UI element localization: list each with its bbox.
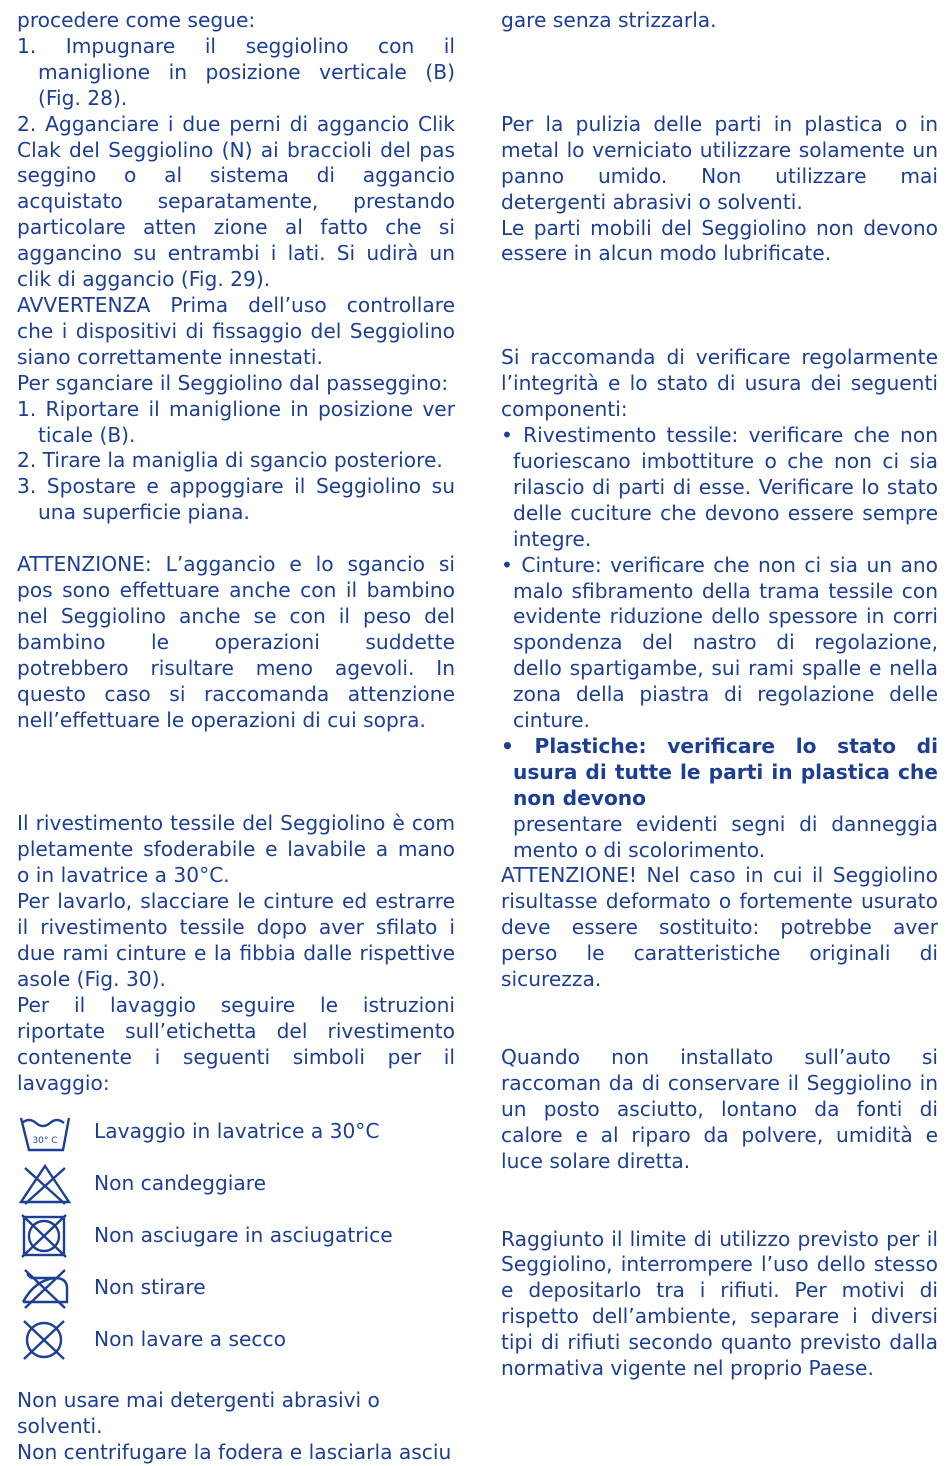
no-iron-icon	[17, 1265, 75, 1311]
no-bleach-label: Non candeggiare	[94, 1171, 267, 1196]
unhook-step-3: 3. Spostare e appoggiare il Seggiolino su una superficie piana.	[17, 474, 455, 525]
no-spin-text: Non centrifugare la fodera e lasciarla asciu	[17, 1440, 452, 1465]
plastic-cleaning-text: Per la pulizia delle parti in plastica o in metal lo verniciato utilizzare solamente un panno umido. Non utilizzare mai detergenti abrasivi o solventi.	[501, 111, 938, 214]
wash-30-label: Lavaggio in lavatrice a 30°C	[94, 1119, 380, 1144]
right-column	[501, 8, 938, 1382]
unhook-step-2: 2. Tirare la maniglia di sgancio posteriore.	[17, 448, 443, 473]
cover-wash-text: Per lavarlo, slacciare le cinture ed estrarre il rivestimento tessile dopo aver sfilato i due rami cinture e la fibbia dalle rispettive asole (Fig. 30).	[17, 889, 455, 991]
warning-text: AVVERTENZA Prima dell’uso controllare che i dispositivi di fissaggio del Seggiolino siano correttamente innestati.	[17, 292, 455, 369]
no-lubricate-text: Le parti mobili del Seggiolino non devono essere in alcun modo lubrificate.	[501, 215, 938, 266]
storage-text: Quando non installato sull’auto si raccoman da di conservare il Seggiolino in un posto asciutto, lontano da fonti di calore e al riparo da polvere, umidità e luce solare diretta.	[501, 1045, 938, 1173]
cover-removable-text: Il rivestimento tessile del Seggiolino è com pletamente sfoderabile e lavabile a mano o in lavatrice a 30°C.	[17, 811, 455, 888]
check-intro-text: Si raccomanda di verificare regolarmente l’integrità e lo stato di usura dei seguenti componenti:	[501, 345, 938, 422]
wash-symbol-row	[17, 1314, 455, 1366]
svg-text:30° C: 30° C	[32, 1136, 58, 1147]
hook-step-2: 2. Agganciare i due perni di aggancio Clik Clak del Seggiolino (N) ai braccioli del pas seggino o al sistema di aggancio acquistato separatamente, prestando particolare atten zione al fatto che si aggancino su entrambi i lati. Si udirà un clik di aggancio (Fig. 29).	[17, 111, 455, 292]
no-bleach-icon	[17, 1161, 75, 1207]
wash-symbol-row	[17, 1262, 455, 1314]
check-belts-item: • Cinture: verificare che non ci sia un ano malo sfibramento della trama tessile con evidente riduzione dello spessore in corri spondenza del nastro di regolazione, dello spartigambe, sui rami spalle e nella zona della piastra di regolazione delle cinture.	[501, 552, 938, 733]
wash-symbols-list	[17, 1106, 455, 1366]
check-plastics-rest: presentare evidenti segni di danneggia mento o di scolorimento.	[513, 811, 938, 862]
check-plastics-item: • Plastiche: verificare lo stato di usura di tutte le parti in plastica che non devono	[501, 733, 938, 810]
continued-text: gare senza strizzarla.	[501, 8, 717, 32]
no-tumble-dry-icon	[17, 1213, 75, 1259]
unhook-intro: Per sganciare il Seggiolino dal passeggino:	[17, 370, 449, 395]
wash-symbol-row	[17, 1106, 455, 1158]
no-tumble-dry-label: Non asciugare in asciugatrice	[94, 1223, 393, 1248]
no-dry-clean-icon	[17, 1317, 75, 1363]
disposal-text: Raggiunto il limite di utilizzo previsto per il Seggiolino, interrompere l’uso dello stesso e depositarlo tra i rifiuti. Per motivi di rispetto dell’ambiente, separare i diversi tipi di rifiuti secondo quanto previsto dalla normativa vigente nel proprio Paese.	[501, 1226, 938, 1381]
unhook-step-1: 1. Riportare il maniglione in posizione ver ticale (B).	[17, 396, 455, 447]
left-column	[17, 8, 455, 1466]
check-fabric-item: • Rivestimento tessile: verificare che non fuoriescano imbottiture o che non ci sia rilascio di parti di esse. Verificare lo stato delle cuciture che devono essere sempre integre.	[501, 423, 938, 551]
no-dry-clean-label: Non lavare a secco	[94, 1327, 286, 1352]
attention-hook-text: ATTENZIONE: L’aggancio e lo sgancio si pos sono effettuare anche con il bambino nel Seggiolino anche se con il peso del bambino le operazioni suddette potrebbero risultare meno agevoli. In questo caso si raccomanda attenzione nell’effettuare le operazioni di cui sopra.	[17, 552, 455, 732]
no-abrasive-text: Non usare mai detergenti abrasivi o solventi.	[17, 1388, 380, 1439]
hook-step-1: 1. Impugnare il seggiolino con il maniglione in posizione verticale (B) (Fig. 28).	[17, 33, 455, 110]
no-iron-label: Non stirare	[94, 1275, 206, 1300]
attention-deformed-text: ATTENZIONE! Nel caso in cui il Seggiolino risultasse deformato o fortemente usurato deve essere sostituito: potrebbe aver perso le caratteristiche originali di sicurezza.	[501, 863, 938, 992]
wash-symbol-row	[17, 1210, 455, 1262]
intro-text: procedere come segue:	[17, 8, 256, 32]
wash-symbol-row	[17, 1158, 455, 1210]
wash-30-icon	[17, 1109, 75, 1155]
wash-instructions-text: Per il lavaggio seguire le istruzioni riportate sull’etichetta del rivestimento contenente i seguenti simboli per il lavaggio:	[17, 992, 455, 1095]
